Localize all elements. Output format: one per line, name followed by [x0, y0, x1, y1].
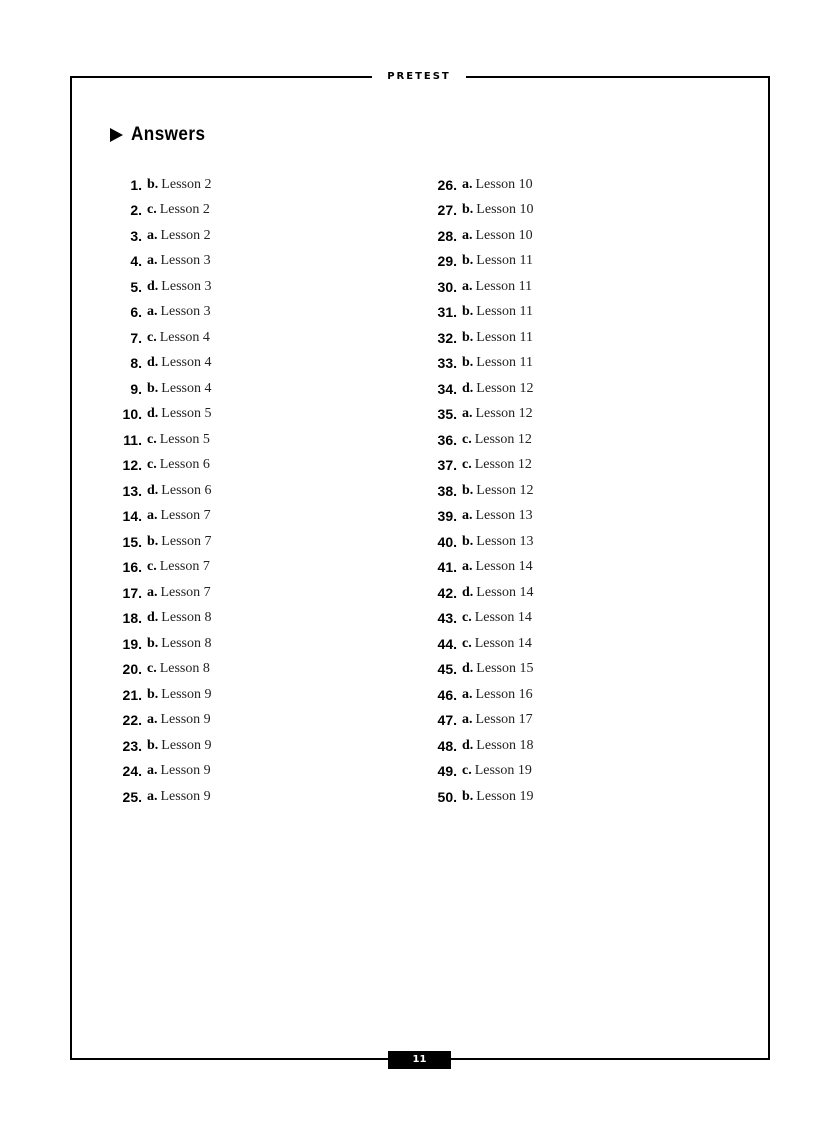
answer-number: 28.	[437, 227, 457, 244]
answer-lesson: Lesson 2	[159, 202, 210, 218]
answer-number: 46.	[437, 686, 457, 703]
frame-right-rule	[768, 76, 770, 1060]
answer-lesson: Lesson 12	[476, 380, 534, 396]
answer-number: 14.	[122, 508, 142, 525]
answer-item	[427, 555, 533, 581]
answer-item	[112, 351, 211, 377]
answer-item	[112, 376, 211, 402]
answer-item	[427, 580, 533, 606]
answer-number: 24.	[122, 763, 142, 780]
answer-number: 23.	[122, 737, 142, 754]
answer-item	[112, 274, 211, 300]
answer-number: 12.	[122, 457, 142, 474]
answer-lesson: Lesson 8	[159, 661, 210, 677]
answer-lesson: Lesson 14	[474, 635, 532, 651]
answer-item	[427, 682, 533, 708]
answer-lesson: Lesson 16	[475, 686, 533, 702]
answer-choice: a.	[147, 788, 158, 804]
answer-number: 49.	[437, 763, 457, 780]
answer-lesson: Lesson 11	[476, 253, 533, 269]
answer-item	[427, 325, 533, 351]
answer-item	[427, 376, 533, 402]
answer-choice: b.	[147, 686, 159, 702]
answer-choice: a.	[147, 712, 158, 728]
answer-lesson: Lesson 14	[474, 610, 532, 626]
answer-number: 45.	[437, 661, 457, 678]
answer-choice: b.	[462, 329, 474, 345]
answer-item	[112, 784, 211, 810]
answer-lesson: Lesson 3	[160, 304, 211, 320]
answer-choice: b.	[147, 635, 159, 651]
answer-lesson: Lesson 11	[476, 329, 533, 345]
answer-lesson: Lesson 4	[161, 355, 212, 371]
answer-lesson: Lesson 13	[475, 508, 533, 524]
answer-number: 3.	[130, 227, 142, 244]
answer-choice: a.	[462, 508, 473, 524]
answer-number: 22.	[122, 712, 142, 729]
answer-choice: c.	[147, 329, 157, 345]
answer-item	[112, 478, 211, 504]
answer-item	[427, 784, 533, 810]
answer-column-left	[112, 172, 211, 810]
answer-choice: a.	[462, 406, 473, 422]
answer-item	[112, 529, 211, 555]
answer-item	[427, 198, 533, 224]
answer-item	[112, 759, 211, 785]
answer-number: 39.	[437, 508, 457, 525]
answer-number: 16.	[122, 559, 142, 576]
answer-number: 48.	[437, 737, 457, 754]
answer-choice: c.	[147, 431, 157, 447]
answer-number: 25.	[122, 788, 142, 805]
answer-item	[112, 708, 211, 734]
running-header: PRETEST	[372, 70, 466, 84]
answer-choice: a.	[147, 304, 158, 320]
answer-choice: c.	[462, 431, 472, 447]
answer-choice: a.	[147, 227, 158, 243]
answer-choice: d.	[147, 610, 159, 626]
answer-item	[112, 606, 211, 632]
heading-title: Answers	[131, 124, 206, 145]
answer-item	[112, 198, 211, 224]
answer-item	[112, 555, 211, 581]
answer-lesson: Lesson 6	[161, 482, 212, 498]
answer-number: 21.	[122, 686, 142, 703]
answer-number: 19.	[122, 635, 142, 652]
answer-item	[112, 682, 211, 708]
answer-item	[427, 453, 533, 479]
answer-number: 13.	[122, 482, 142, 499]
answer-number: 36.	[437, 431, 457, 448]
answer-lesson: Lesson 7	[159, 559, 210, 575]
answer-lesson: Lesson 2	[161, 176, 212, 192]
answer-item	[427, 300, 533, 326]
answer-item	[112, 427, 211, 453]
answer-item	[427, 223, 533, 249]
answer-choice: a.	[147, 584, 158, 600]
answer-number: 20.	[122, 661, 142, 678]
answer-item	[427, 427, 533, 453]
answer-lesson: Lesson 3	[161, 278, 212, 294]
answer-number: 40.	[437, 533, 457, 550]
answer-item	[427, 631, 533, 657]
answer-lesson: Lesson 6	[159, 457, 210, 473]
answer-choice: d.	[462, 380, 474, 396]
answer-item	[427, 529, 533, 555]
section-heading	[110, 123, 214, 147]
answer-lesson: Lesson 11	[476, 304, 533, 320]
answer-number: 38.	[437, 482, 457, 499]
answer-lesson: Lesson 4	[161, 380, 212, 396]
answer-choice: b.	[462, 253, 474, 269]
answer-choice: c.	[147, 457, 157, 473]
answer-item	[112, 325, 211, 351]
answer-number: 32.	[437, 329, 457, 346]
answer-item	[112, 249, 211, 275]
answer-choice: b.	[462, 482, 474, 498]
answer-item	[427, 351, 533, 377]
answer-item	[112, 631, 211, 657]
answer-choice: b.	[462, 202, 474, 218]
answer-lesson: Lesson 9	[160, 712, 211, 728]
answer-number: 29.	[437, 253, 457, 270]
answer-lesson: Lesson 11	[476, 355, 533, 371]
answer-choice: a.	[462, 278, 473, 294]
answer-lesson: Lesson 5	[159, 431, 210, 447]
answer-lesson: Lesson 12	[476, 482, 534, 498]
answer-lesson: Lesson 19	[474, 763, 532, 779]
answer-number: 10.	[122, 406, 142, 423]
answer-item	[427, 274, 533, 300]
answer-choice: d.	[462, 661, 474, 677]
answer-lesson: Lesson 3	[160, 253, 211, 269]
answer-number: 4.	[130, 253, 142, 270]
answer-number: 33.	[437, 355, 457, 372]
answer-number: 5.	[130, 278, 142, 295]
answer-lesson: Lesson 12	[474, 457, 532, 473]
answer-lesson: Lesson 14	[476, 584, 534, 600]
answer-choice: a.	[147, 253, 158, 269]
answer-number: 7.	[130, 329, 142, 346]
answer-item	[427, 708, 533, 734]
answer-number: 15.	[122, 533, 142, 550]
answer-choice: d.	[147, 482, 159, 498]
answer-choice: b.	[147, 737, 159, 753]
answer-choice: a.	[462, 227, 473, 243]
answer-number: 35.	[437, 406, 457, 423]
answer-number: 2.	[130, 202, 142, 219]
answer-number: 43.	[437, 610, 457, 627]
answer-lesson: Lesson 12	[474, 431, 532, 447]
answer-choice: d.	[462, 584, 474, 600]
answer-number: 17.	[122, 584, 142, 601]
answer-lesson: Lesson 2	[160, 227, 211, 243]
frame-left-rule	[70, 76, 72, 1060]
answer-choice: b.	[147, 533, 159, 549]
answer-choice: a.	[462, 686, 473, 702]
answer-lesson: Lesson 14	[475, 559, 533, 575]
answer-number: 18.	[122, 610, 142, 627]
answer-number: 50.	[437, 788, 457, 805]
answer-number: 9.	[130, 380, 142, 397]
answer-choice: c.	[462, 635, 472, 651]
answer-choice: b.	[462, 304, 474, 320]
answer-choice: d.	[147, 355, 159, 371]
answer-number: 34.	[437, 380, 457, 397]
answer-choice: c.	[462, 763, 472, 779]
answer-lesson: Lesson 10	[475, 176, 533, 192]
answer-lesson: Lesson 13	[476, 533, 534, 549]
answer-number: 30.	[437, 278, 457, 295]
answer-choice: a.	[462, 712, 473, 728]
answer-choice: d.	[147, 406, 159, 422]
answer-lesson: Lesson 4	[159, 329, 210, 345]
answer-choice: c.	[147, 202, 157, 218]
answer-choice: a.	[147, 763, 158, 779]
answer-item	[112, 402, 211, 428]
answer-lesson: Lesson 11	[475, 278, 533, 294]
answer-lesson: Lesson 9	[160, 763, 211, 779]
answer-lesson: Lesson 12	[475, 406, 533, 422]
answer-choice: b.	[147, 380, 159, 396]
answer-number: 37.	[437, 457, 457, 474]
answer-choice: d.	[147, 278, 159, 294]
answer-item	[112, 733, 211, 759]
answer-lesson: Lesson 7	[160, 584, 211, 600]
answer-choice: d.	[462, 737, 474, 753]
answer-number: 6.	[130, 304, 142, 321]
answer-item	[427, 504, 533, 530]
answer-item	[112, 223, 211, 249]
answer-number: 27.	[437, 202, 457, 219]
answer-number: 44.	[437, 635, 457, 652]
answer-lesson: Lesson 19	[476, 788, 534, 804]
answer-item	[112, 172, 211, 198]
answer-choice: c.	[462, 457, 472, 473]
triangle-bullet-icon	[110, 128, 123, 142]
answer-lesson: Lesson 9	[161, 737, 212, 753]
answer-choice: b.	[147, 176, 159, 192]
answer-column-right	[427, 172, 533, 810]
answer-number: 26.	[437, 176, 457, 193]
answer-item	[427, 733, 533, 759]
answer-lesson: Lesson 8	[161, 610, 212, 626]
answer-choice: b.	[462, 788, 474, 804]
answer-lesson: Lesson 7	[161, 533, 212, 549]
answer-number: 1.	[130, 176, 142, 193]
answer-lesson: Lesson 9	[161, 686, 212, 702]
answer-choice: b.	[462, 355, 474, 371]
page-number: 11	[388, 1051, 451, 1069]
answer-choice: c.	[462, 610, 472, 626]
answer-item	[112, 580, 211, 606]
answer-choice: a.	[462, 176, 473, 192]
answer-number: 11.	[123, 431, 142, 448]
answer-number: 31.	[437, 304, 457, 321]
answer-item	[427, 759, 533, 785]
answer-lesson: Lesson 18	[476, 737, 534, 753]
answer-item	[112, 504, 211, 530]
answer-lesson: Lesson 7	[160, 508, 211, 524]
answer-choice: c.	[147, 661, 157, 677]
answer-lesson: Lesson 15	[476, 661, 534, 677]
answer-item	[427, 172, 533, 198]
answer-lesson: Lesson 5	[161, 406, 212, 422]
answer-item	[112, 453, 211, 479]
answer-choice: c.	[147, 559, 157, 575]
answer-lesson: Lesson 10	[476, 202, 534, 218]
answer-item	[427, 249, 533, 275]
answer-lesson: Lesson 10	[475, 227, 533, 243]
answer-lesson: Lesson 17	[475, 712, 533, 728]
answer-choice: b.	[462, 533, 474, 549]
answer-item	[112, 657, 211, 683]
answer-number: 41.	[437, 559, 457, 576]
answer-number: 47.	[437, 712, 457, 729]
answer-number: 8.	[130, 355, 142, 372]
answer-item	[427, 402, 533, 428]
answer-item	[427, 606, 533, 632]
answer-item	[112, 300, 211, 326]
answer-number: 42.	[437, 584, 457, 601]
answer-choice: a.	[462, 559, 473, 575]
answer-lesson: Lesson 9	[160, 788, 211, 804]
answer-choice: a.	[147, 508, 158, 524]
answer-lesson: Lesson 8	[161, 635, 212, 651]
answer-item	[427, 657, 533, 683]
answer-item	[427, 478, 533, 504]
